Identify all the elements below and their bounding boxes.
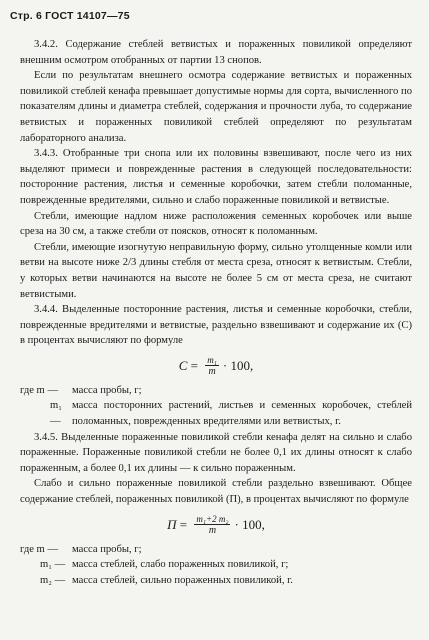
page-body: [20, 37, 412, 588]
formula-lhs: C: [178, 358, 188, 374]
def-label: где m —: [20, 384, 59, 396]
paragraph-3-4-3: 3.4.3. Отобранные три снопа или их половины взвешивают, после чего из них выделяют примеси и поврежденные растения в следующей последовательности: посторонние растения, листья и семенные коробочки, затем стебли поломанные, поврежденные вредителями, сильно и слабо пораженные повиликой и ветвистые.: [20, 148, 412, 206]
def-text: масса стеблей, слабо пораженных повиликой, г;: [72, 559, 289, 571]
paragraph-visual-inspection: Если по результатам внешнего осмотра содержание ветвистых и пораженных повиликой стеблей кенафа превышает допустимые нормы для сорта, вычисленного по показателям длины и диаметра стеблей, содержания и прочности луба, то содержание ветвистых и пораженных повиликой стеблей определяют по результатам лабораторного анализа.: [20, 70, 412, 144]
formula-content-c: [20, 352, 412, 380]
fraction-numerator: m₁: [207, 354, 217, 365]
formula-content-p: [20, 511, 412, 539]
equals-sign: =: [176, 516, 191, 532]
def-text: масса стеблей, сильно пораженных повиликой, г.: [72, 574, 293, 586]
formula-fraction: [205, 355, 219, 377]
def-text: масса пробы, г;: [72, 543, 142, 555]
paragraph-weighing: Слабо и сильно пораженные повиликой стебли раздельно взвешивают. Общее содержание стеблей, пораженных повиликой (П), в процентах вычисляют по формуле: [20, 478, 412, 506]
formula-tail: · 100,: [222, 358, 254, 374]
fraction-denominator: m: [208, 365, 216, 377]
formula-tail: · 100,: [234, 516, 265, 532]
page-header: Стр. 6 ГОСТ 14107—75: [10, 10, 130, 22]
def-text: масса посторонних растений, листьев и семенных коробочек, стеблей поломанных, поврежденных вредителями или ветвистых, г.: [72, 400, 412, 428]
def-label: m₁ —: [50, 400, 62, 428]
fraction-denominator: m: [208, 524, 217, 536]
definitions-formula-2: [20, 542, 412, 589]
paragraph-branched-stems: Стебли, имеющие изогнутую неправильную форму, сильно утолщенные комли или ветви на высоте ниже 2/3 длины стебля от места среза, относят к ветвистым. Стебли, у которых ветви начинаются на высоте не более 5 см от места среза, не считают ветвистыми.: [20, 241, 412, 300]
equals-sign: =: [187, 358, 202, 374]
definitions-formula-1: [20, 383, 412, 430]
formula-lhs: П: [167, 516, 177, 532]
fraction-numerator: m₁+2 m₂: [196, 513, 229, 524]
paragraph-3-4-4: 3.4.4. Выделенные посторонние растения, листья и семенные коробочки, стебли, поврежденные вредителями и ветвистые, раздельно взвешивают и содержание их (C) в процентах вычисляют по формуле: [20, 304, 412, 347]
def-label: где m —: [20, 543, 59, 555]
paragraph-3-4-2: 3.4.2. Содержание стеблей ветвистых и пораженных повиликой определяют внешним осмотром отобранных от партии 13 снопов.: [20, 39, 412, 66]
def-label: m₂ —: [40, 574, 66, 586]
paragraph-broken-stems: Стебли, имеющие надлом ниже расположения семенных коробочек или выше среза на 30 см, а также стебли от поясков, относят к поломанным.: [20, 210, 412, 238]
paragraph-3-4-5: 3.4.5. Выделенные пораженные повиликой стебли кенафа делят на сильно и слабо пораженные. Пораженные повиликой стебли не более 0,1 их длины относят к слабо пораженным, а более 0,1 их длины — к сильно пораженным.: [20, 431, 412, 474]
formula-fraction: [194, 514, 230, 536]
def-text: масса пробы, г;: [72, 384, 142, 396]
def-label: m₁ —: [40, 559, 66, 571]
